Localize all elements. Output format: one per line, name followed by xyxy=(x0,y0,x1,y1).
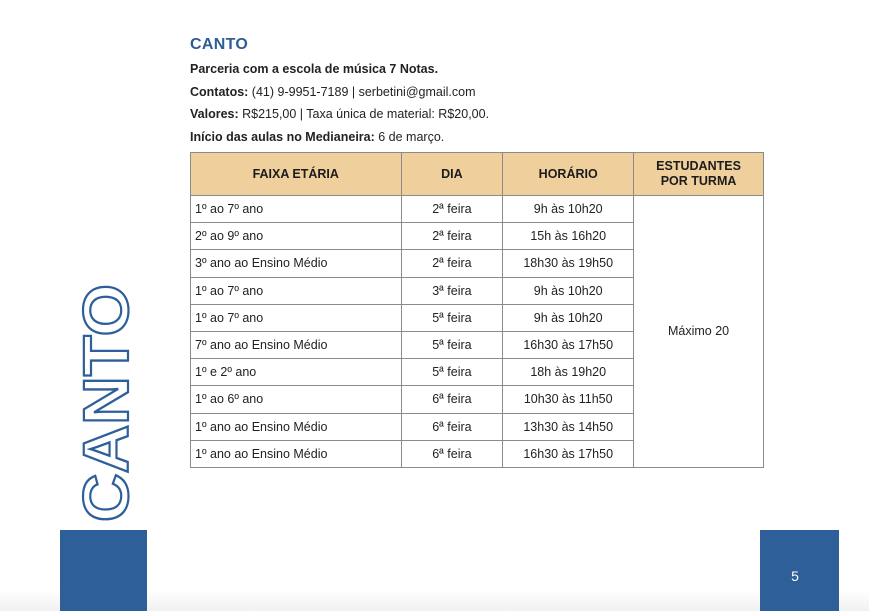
left-blue-block xyxy=(60,530,147,611)
cell-day: 2ª feira xyxy=(401,250,503,277)
cell-day: 6ª feira xyxy=(401,386,503,413)
cell-age: 1º ao 6º ano xyxy=(191,386,402,413)
cell-age: 1º ao 7º ano xyxy=(191,277,402,304)
cell-age: 1º ao 7º ano xyxy=(191,304,402,331)
cell-time: 9h às 10h20 xyxy=(503,277,634,304)
header-time: HORÁRIO xyxy=(503,153,634,196)
values-line xyxy=(190,107,489,121)
vertical-section-title xyxy=(48,280,148,525)
contacts-value: (41) 9-9951-7189 | serbetini@gmail.com xyxy=(248,85,476,99)
cell-day: 5ª feira xyxy=(401,359,503,386)
section-title: CANTO xyxy=(190,36,249,53)
cell-day: 3ª feira xyxy=(401,277,503,304)
cell-age: 1º ano ao Ensino Médio xyxy=(191,440,402,467)
contacts-line xyxy=(190,85,475,99)
cell-time: 18h às 19h20 xyxy=(503,359,634,386)
cell-time: 16h30 às 17h50 xyxy=(503,440,634,467)
start-label: Início das aulas no Medianeira: xyxy=(190,130,375,144)
cell-day: 6ª feira xyxy=(401,440,503,467)
contacts-label: Contatos: xyxy=(190,85,249,99)
values-value: R$215,00 | Taxa única de material: R$20,00. xyxy=(238,107,490,121)
cell-time: 9h às 10h20 xyxy=(503,304,634,331)
cell-day: 2ª feira xyxy=(401,223,503,250)
cell-time: 9h às 10h20 xyxy=(503,196,634,223)
table-row xyxy=(191,196,764,223)
cell-max-students: Máximo 20 xyxy=(634,196,764,468)
header-students-line1: ESTUDANTES xyxy=(656,159,741,173)
cell-time: 18h30 às 19h50 xyxy=(503,250,634,277)
header-day: DIA xyxy=(401,153,503,196)
cell-age: 1º ano ao Ensino Médio xyxy=(191,413,402,440)
cell-day: 6ª feira xyxy=(401,413,503,440)
page-number: 5 xyxy=(791,568,799,584)
header-age: FAIXA ETÁRIA xyxy=(191,153,402,196)
start-line xyxy=(190,130,444,144)
cell-age: 3º ano ao Ensino Médio xyxy=(191,250,402,277)
cell-day: 2ª feira xyxy=(401,196,503,223)
cell-age: 2º ao 9º ano xyxy=(191,223,402,250)
cell-age: 1º e 2º ano xyxy=(191,359,402,386)
start-value: 6 de março. xyxy=(374,130,445,144)
cell-age: 7º ano ao Ensino Médio xyxy=(191,331,402,358)
header-students-line2: POR TURMA xyxy=(660,174,737,188)
partnership-line xyxy=(190,62,438,76)
cell-day: 5ª feira xyxy=(401,304,503,331)
partnership-text: Parceria com a escola de música 7 Notas. xyxy=(190,62,439,76)
vertical-title-text: CANTO xyxy=(70,295,142,522)
header-students xyxy=(634,153,764,196)
cell-age: 1º ao 7º ano xyxy=(191,196,402,223)
cell-time: 13h30 às 14h50 xyxy=(503,413,634,440)
cell-day: 5ª feira xyxy=(401,331,503,358)
cell-time: 10h30 às 11h50 xyxy=(503,386,634,413)
table-header-row xyxy=(191,153,764,196)
values-label: Valores: xyxy=(190,107,239,121)
schedule-table xyxy=(190,152,764,468)
cell-time: 15h às 16h20 xyxy=(503,223,634,250)
cell-time: 16h30 às 17h50 xyxy=(503,331,634,358)
